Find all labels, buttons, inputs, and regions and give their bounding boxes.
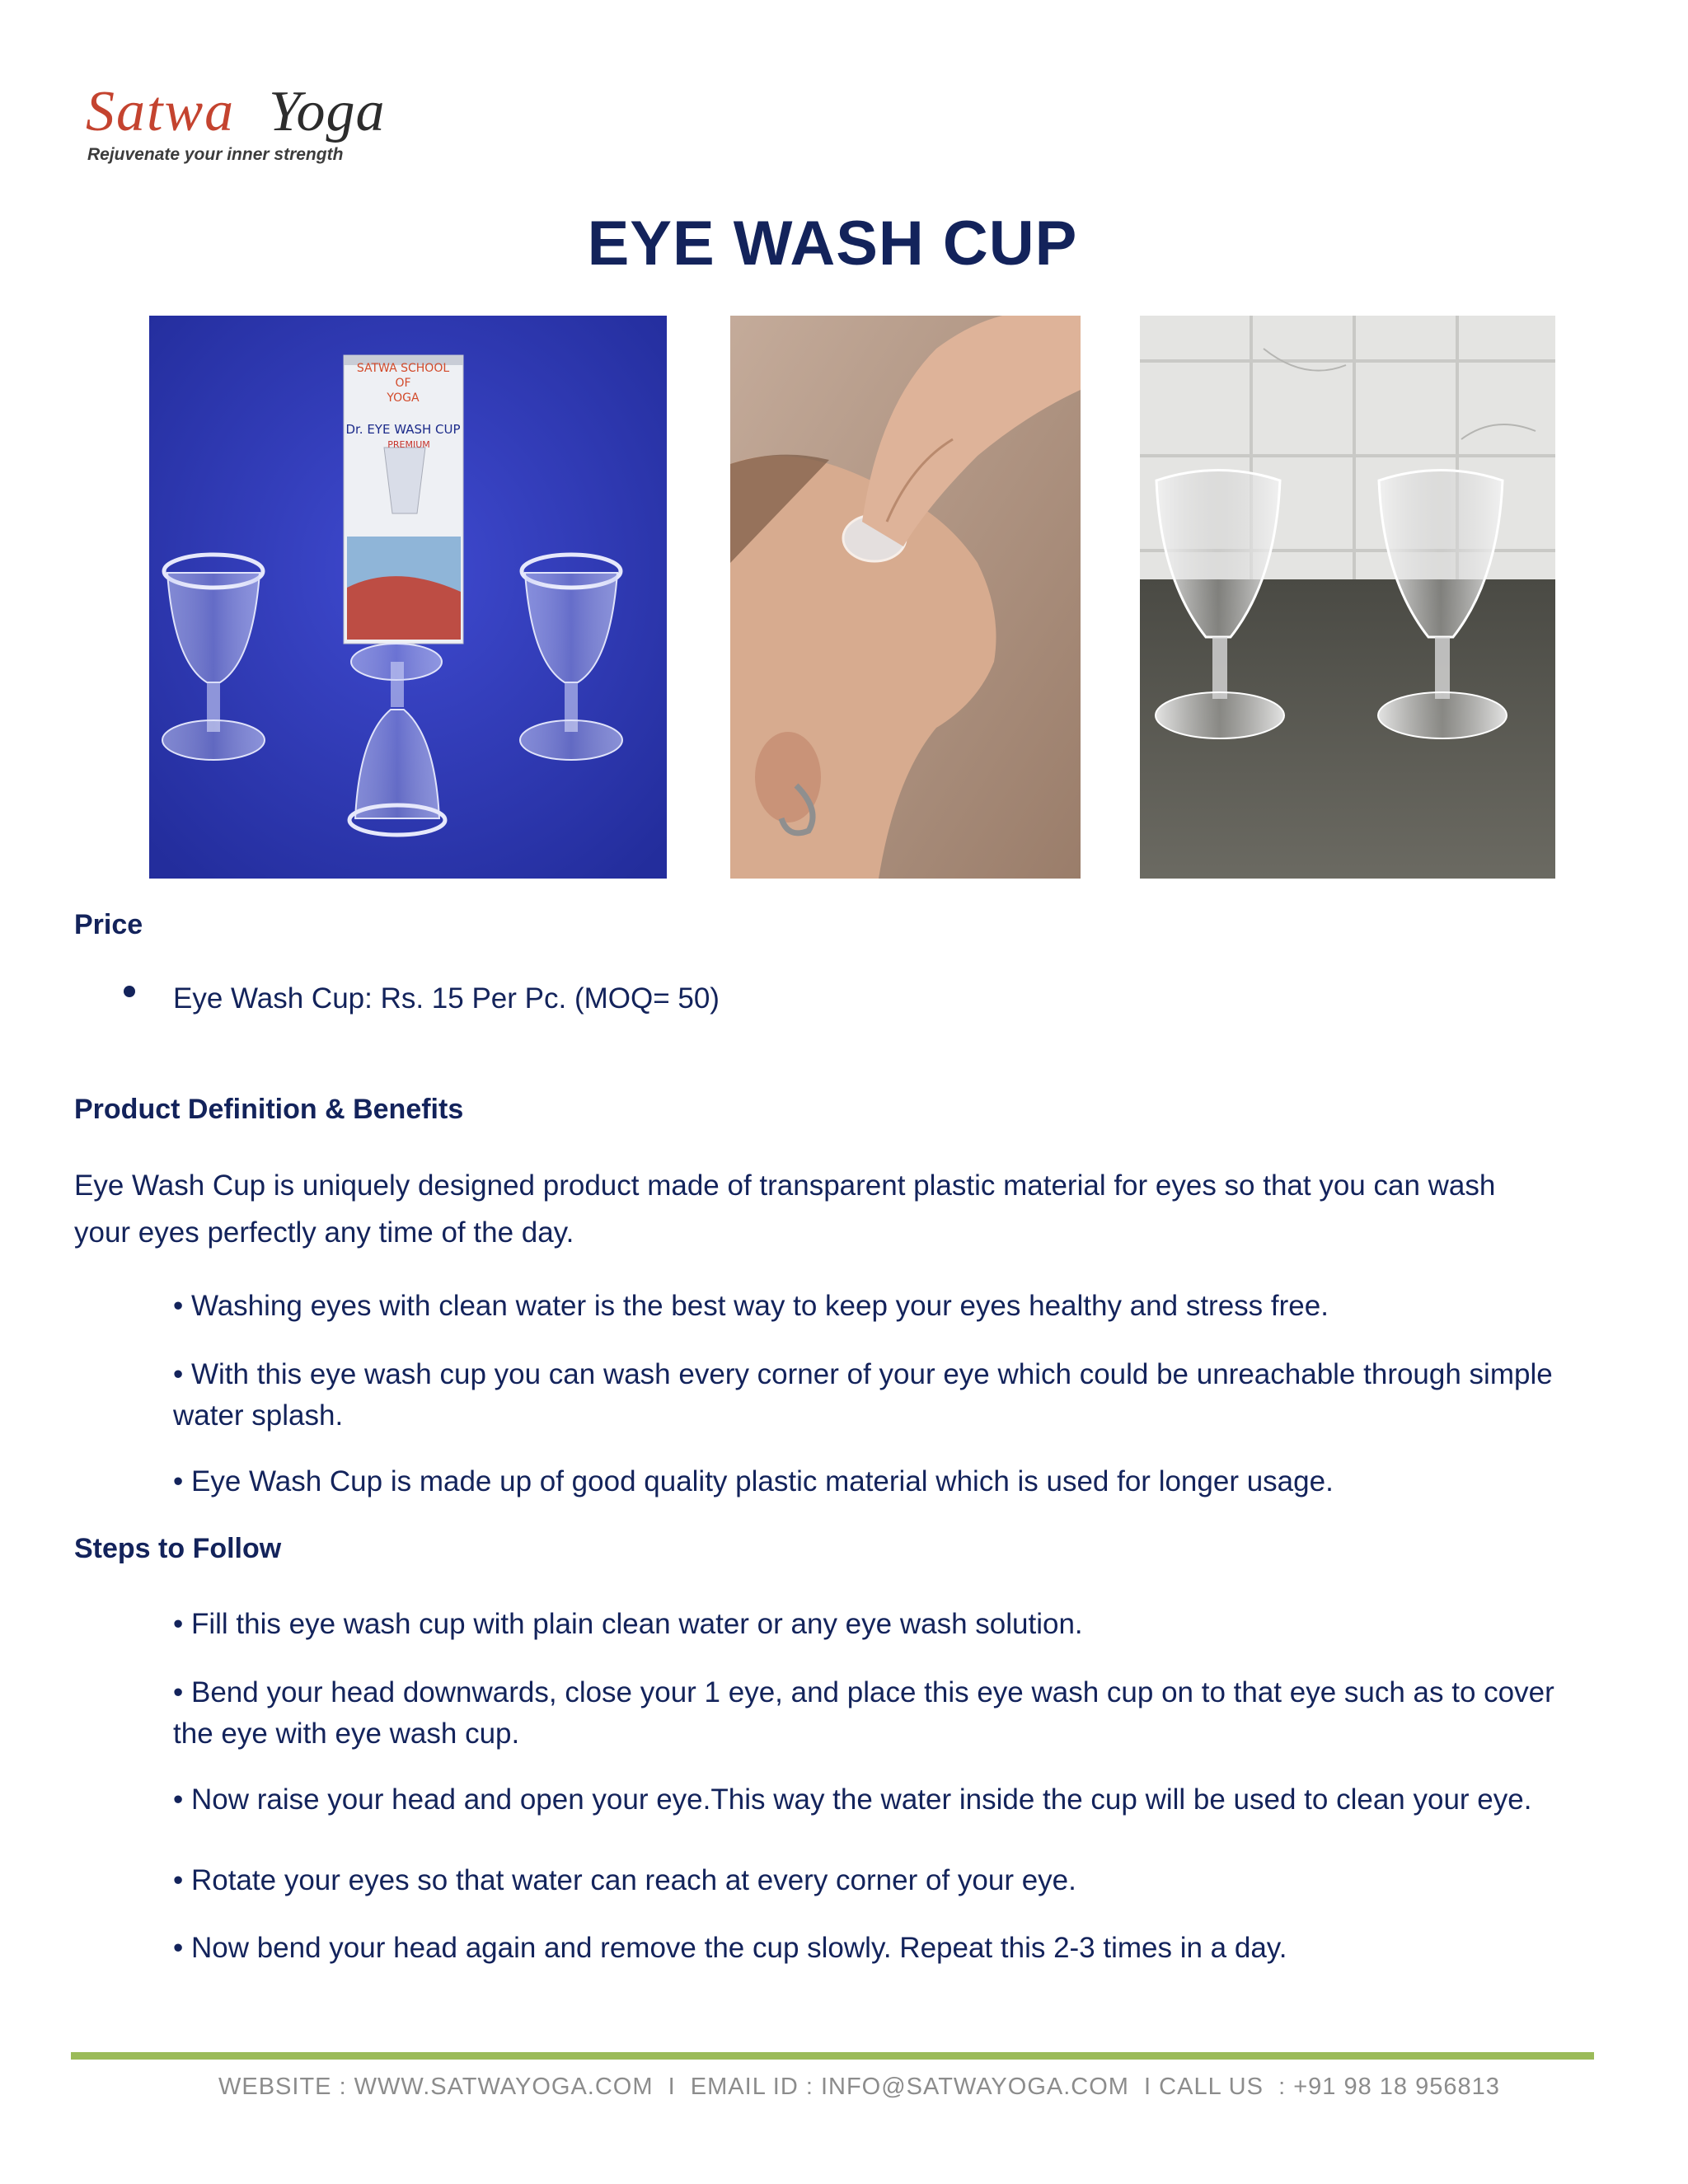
step-item: • Now raise your head and open your eye.This way the water inside the cup will be used to clean your eye.: [173, 1783, 1532, 1816]
bullet-dot-icon: [124, 986, 135, 997]
two-cups-illustration: [1140, 316, 1555, 879]
price-heading: Price: [74, 909, 143, 940]
step-item: • Bend your head downwards, close your 1 eye, and place this eye wash cup on to that eye such as to cover the eye with eye wash cup.: [173, 1676, 1554, 1750]
benefit-item: • With this eye wash cup you can wash every corner of your eye which could be unreachable through simple water splash.: [173, 1358, 1553, 1432]
svg-text:SATWA SCHOOL: SATWA SCHOOL: [356, 362, 450, 375]
svg-text:PREMIUM: PREMIUM: [387, 439, 430, 450]
usage-illustration: [730, 316, 1081, 879]
svg-text:Dr. EYE WASH CUP: Dr. EYE WASH CUP: [345, 422, 461, 437]
step-item: • Now bend your head again and remove the cup slowly. Repeat this 2-3 times in a day.: [173, 1932, 1287, 1964]
benefit-item: • Eye Wash Cup is made up of good quality plastic material which is used for longer usage.: [173, 1465, 1334, 1497]
footer-contact: WEBSITE : WWW.SATWAYOGA.COM I EMAIL ID : INFO@SATWAYOGA.COM I CALL US : +91 98 18 956813: [218, 2074, 1500, 2100]
steps-heading: Steps to Follow: [74, 1533, 282, 1564]
price-item: Eye Wash Cup: Rs. 15 Per Pc. (MOQ= 50): [173, 982, 720, 1015]
definition-heading: Product Definition & Benefits: [74, 1094, 464, 1125]
product-photo-two-cups: [1140, 316, 1555, 879]
logo-word-satwa: Satwa: [86, 80, 236, 143]
product-box: [344, 355, 463, 644]
cups-and-box-illustration: [149, 316, 667, 879]
svg-text:OF: OF: [395, 377, 411, 390]
logo-word-yoga: Yoga: [269, 80, 386, 143]
product-photo-cups-and-box: [149, 316, 667, 879]
svg-text:YOGA: YOGA: [387, 391, 420, 405]
definition-paragraph-line-1: Eye Wash Cup is uniquely designed product made of transparent plastic material for eyes so that you can wash: [74, 1169, 1496, 1202]
benefit-item: • Washing eyes with clean water is the best way to keep your eyes healthy and stress free.: [173, 1290, 1329, 1322]
step-item: • Fill this eye wash cup with plain clean water or any eye wash solution.: [173, 1608, 1083, 1640]
page-title: EYE WASH CUP: [587, 209, 1078, 279]
footer-divider: [71, 2052, 1594, 2060]
step-item: • Rotate your eyes so that water can reach at every corner of your eye.: [173, 1864, 1076, 1896]
definition-paragraph-line-2: your eyes perfectly any time of the day.: [74, 1216, 574, 1249]
company-logo: [86, 79, 432, 170]
product-photo-usage: [730, 316, 1081, 879]
logo-tagline: Rejuvenate your inner strength: [87, 145, 344, 164]
